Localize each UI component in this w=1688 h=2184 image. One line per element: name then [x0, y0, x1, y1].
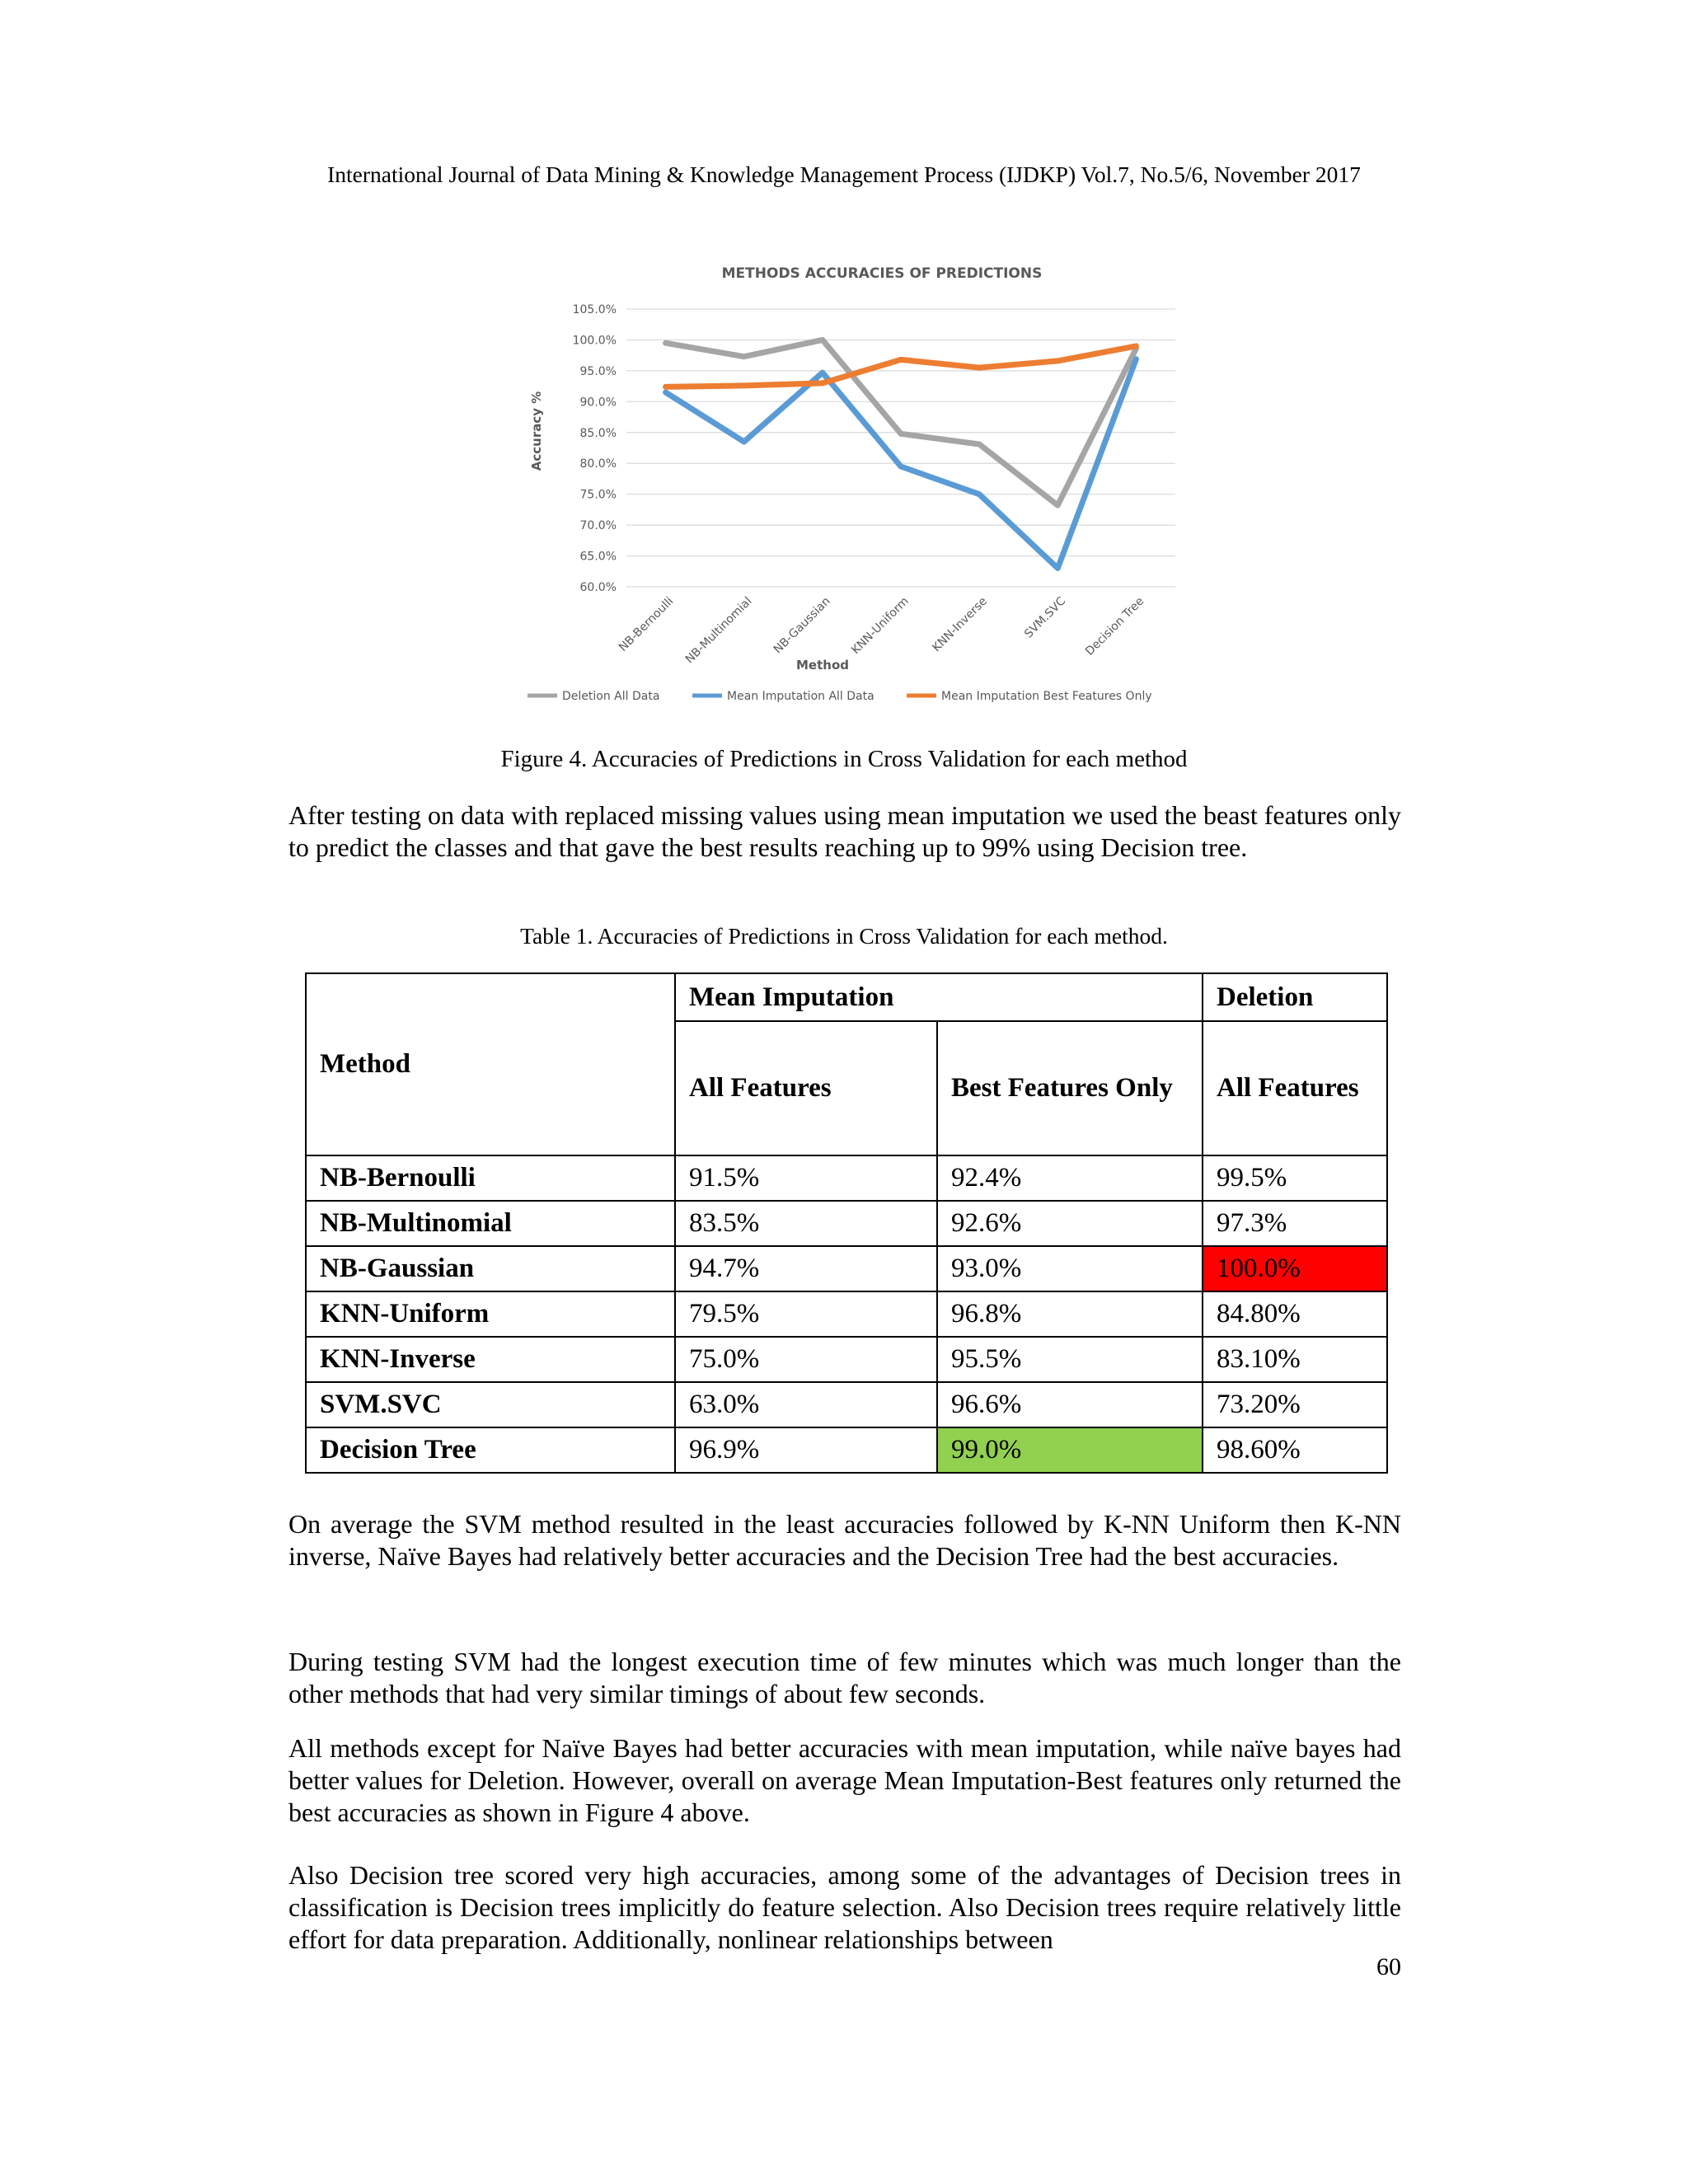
- deletion-cell: 83.10%: [1203, 1337, 1387, 1382]
- y-tick-label: 75.0%: [579, 488, 617, 502]
- mean-best-cell-highlight-green: 99.0%: [937, 1427, 1203, 1473]
- table-row: [306, 1382, 1387, 1427]
- paragraph-1: After testing on data with replaced missing values using mean imputation we used the beast features only to predict the classes and that gave the best results reaching up to 99% using Decision tree.: [288, 800, 1401, 862]
- series-line: [666, 340, 1137, 505]
- y-tick-label: 60.0%: [579, 581, 617, 594]
- x-tick-label: NB-Multinomial: [682, 594, 755, 667]
- y-tick-label: 80.0%: [579, 457, 617, 471]
- accuracy-table: [305, 972, 1388, 1474]
- all-features-header: All Features: [675, 1021, 937, 1155]
- y-tick-label: 65.0%: [579, 550, 617, 564]
- method-cell: NB-Multinomial: [306, 1201, 675, 1246]
- table-row: [306, 1427, 1387, 1473]
- deletion-header: Deletion: [1203, 973, 1387, 1021]
- mean-all-cell: 94.7%: [675, 1246, 937, 1291]
- x-tick-label: KNN-Uniform: [849, 594, 912, 658]
- y-tick-label: 85.0%: [579, 426, 617, 440]
- legend-label: Deletion All Data: [562, 690, 660, 703]
- legend-label: Mean Imputation All Data: [727, 690, 874, 703]
- method-cell: KNN-Uniform: [306, 1291, 675, 1337]
- table-row: [306, 1291, 1387, 1337]
- x-tick-label: Decision Tree: [1083, 594, 1147, 658]
- mean-best-cell: 92.4%: [937, 1155, 1203, 1201]
- mean-best-cell: 93.0%: [937, 1246, 1203, 1291]
- accuracy-line-chart: [511, 247, 1203, 717]
- deletion-all-features-header: All Features: [1203, 1021, 1387, 1155]
- page-number: 60: [1376, 1953, 1401, 1980]
- mean-best-cell: 96.6%: [937, 1382, 1203, 1427]
- mean-all-cell: 91.5%: [675, 1155, 937, 1201]
- method-cell: NB-Bernoulli: [306, 1155, 675, 1201]
- deletion-cell: 97.3%: [1203, 1201, 1387, 1246]
- paragraph-2: On average the SVM method resulted in the least accuracies followed by K-NN Uniform then K-NN inverse, Naïve Bayes had relatively better accuracies and the Decision Tree had the best accuracies.: [288, 1509, 1401, 1571]
- chart-title: METHODS ACCURACIES OF PREDICTIONS: [721, 265, 1043, 282]
- table-caption: Table 1. Accuracies of Predictions in Cross Validation for each method.: [520, 923, 1168, 949]
- best-features-header: Best Features Only: [937, 1021, 1203, 1155]
- mean-all-cell: 79.5%: [675, 1291, 937, 1337]
- figure-caption: Figure 4. Accuracies of Predictions in Cross Validation for each method: [500, 746, 1188, 772]
- x-tick-label: NB-Gaussian: [771, 594, 833, 657]
- deletion-cell: 84.80%: [1203, 1291, 1387, 1337]
- method-header: Method: [306, 973, 675, 1155]
- table-row: [306, 1246, 1387, 1291]
- mean-all-cell: 63.0%: [675, 1382, 937, 1427]
- table-row: [306, 1155, 1387, 1201]
- mean-best-cell: 96.8%: [937, 1291, 1203, 1337]
- mean-imputation-header: Mean Imputation: [675, 973, 1203, 1021]
- chart-y-axis-label: Accuracy %: [529, 391, 544, 471]
- mean-all-cell: 96.9%: [675, 1427, 937, 1473]
- paragraph-5: Also Decision tree scored very high accuracies, among some of the advantages of Decision trees in classification is Decision trees implicitly do feature selection. Also Decision trees require relatively little effort for data preparation. Additionally, nonlinear relationships between: [288, 1860, 1401, 1954]
- y-tick-label: 70.0%: [579, 519, 617, 533]
- deletion-cell: 99.5%: [1203, 1155, 1387, 1201]
- paragraph-3: During testing SVM had the longest execution time of few minutes which was much longer than the other methods that had very similar timings of about few seconds.: [288, 1647, 1401, 1708]
- series-line: [666, 346, 1137, 387]
- y-tick-label: 95.0%: [579, 364, 617, 378]
- y-tick-label: 105.0%: [572, 303, 617, 316]
- method-cell: SVM.SVC: [306, 1382, 675, 1427]
- chart-x-axis-label: Method: [796, 658, 849, 673]
- mean-all-cell: 75.0%: [675, 1337, 937, 1382]
- mean-best-cell: 92.6%: [937, 1201, 1203, 1246]
- y-tick-label: 100.0%: [572, 334, 617, 348]
- method-cell: KNN-Inverse: [306, 1337, 675, 1382]
- deletion-cell: 73.20%: [1203, 1382, 1387, 1427]
- x-tick-label: KNN-Inverse: [930, 594, 990, 655]
- x-tick-label: SVM.SVC: [1022, 594, 1069, 641]
- paragraph-4: All methods except for Naïve Bayes had better accuracies with mean imputation, while naïve bayes had better values for Deletion. However, overall on average Mean Imputation-Best features only returned the best accuracies as shown in Figure 4 above.: [288, 1733, 1401, 1827]
- deletion-cell: 98.60%: [1203, 1427, 1387, 1473]
- table-header-row: [306, 973, 1387, 1021]
- method-cell: Decision Tree: [306, 1427, 675, 1473]
- method-cell: NB-Gaussian: [306, 1246, 675, 1291]
- table-row: [306, 1337, 1387, 1382]
- mean-all-cell: 83.5%: [675, 1201, 937, 1246]
- x-tick-label: NB-Bernoulli: [617, 594, 677, 654]
- deletion-cell-highlight-red: 100.0%: [1203, 1246, 1387, 1291]
- table-row: [306, 1201, 1387, 1246]
- legend-label: Mean Imputation Best Features Only: [941, 690, 1152, 703]
- y-tick-label: 90.0%: [579, 396, 617, 410]
- mean-best-cell: 95.5%: [937, 1337, 1203, 1382]
- journal-header: International Journal of Data Mining & Knowledge Management Process (IJDKP) Vol.7, No.5/6, November 2017: [327, 162, 1361, 187]
